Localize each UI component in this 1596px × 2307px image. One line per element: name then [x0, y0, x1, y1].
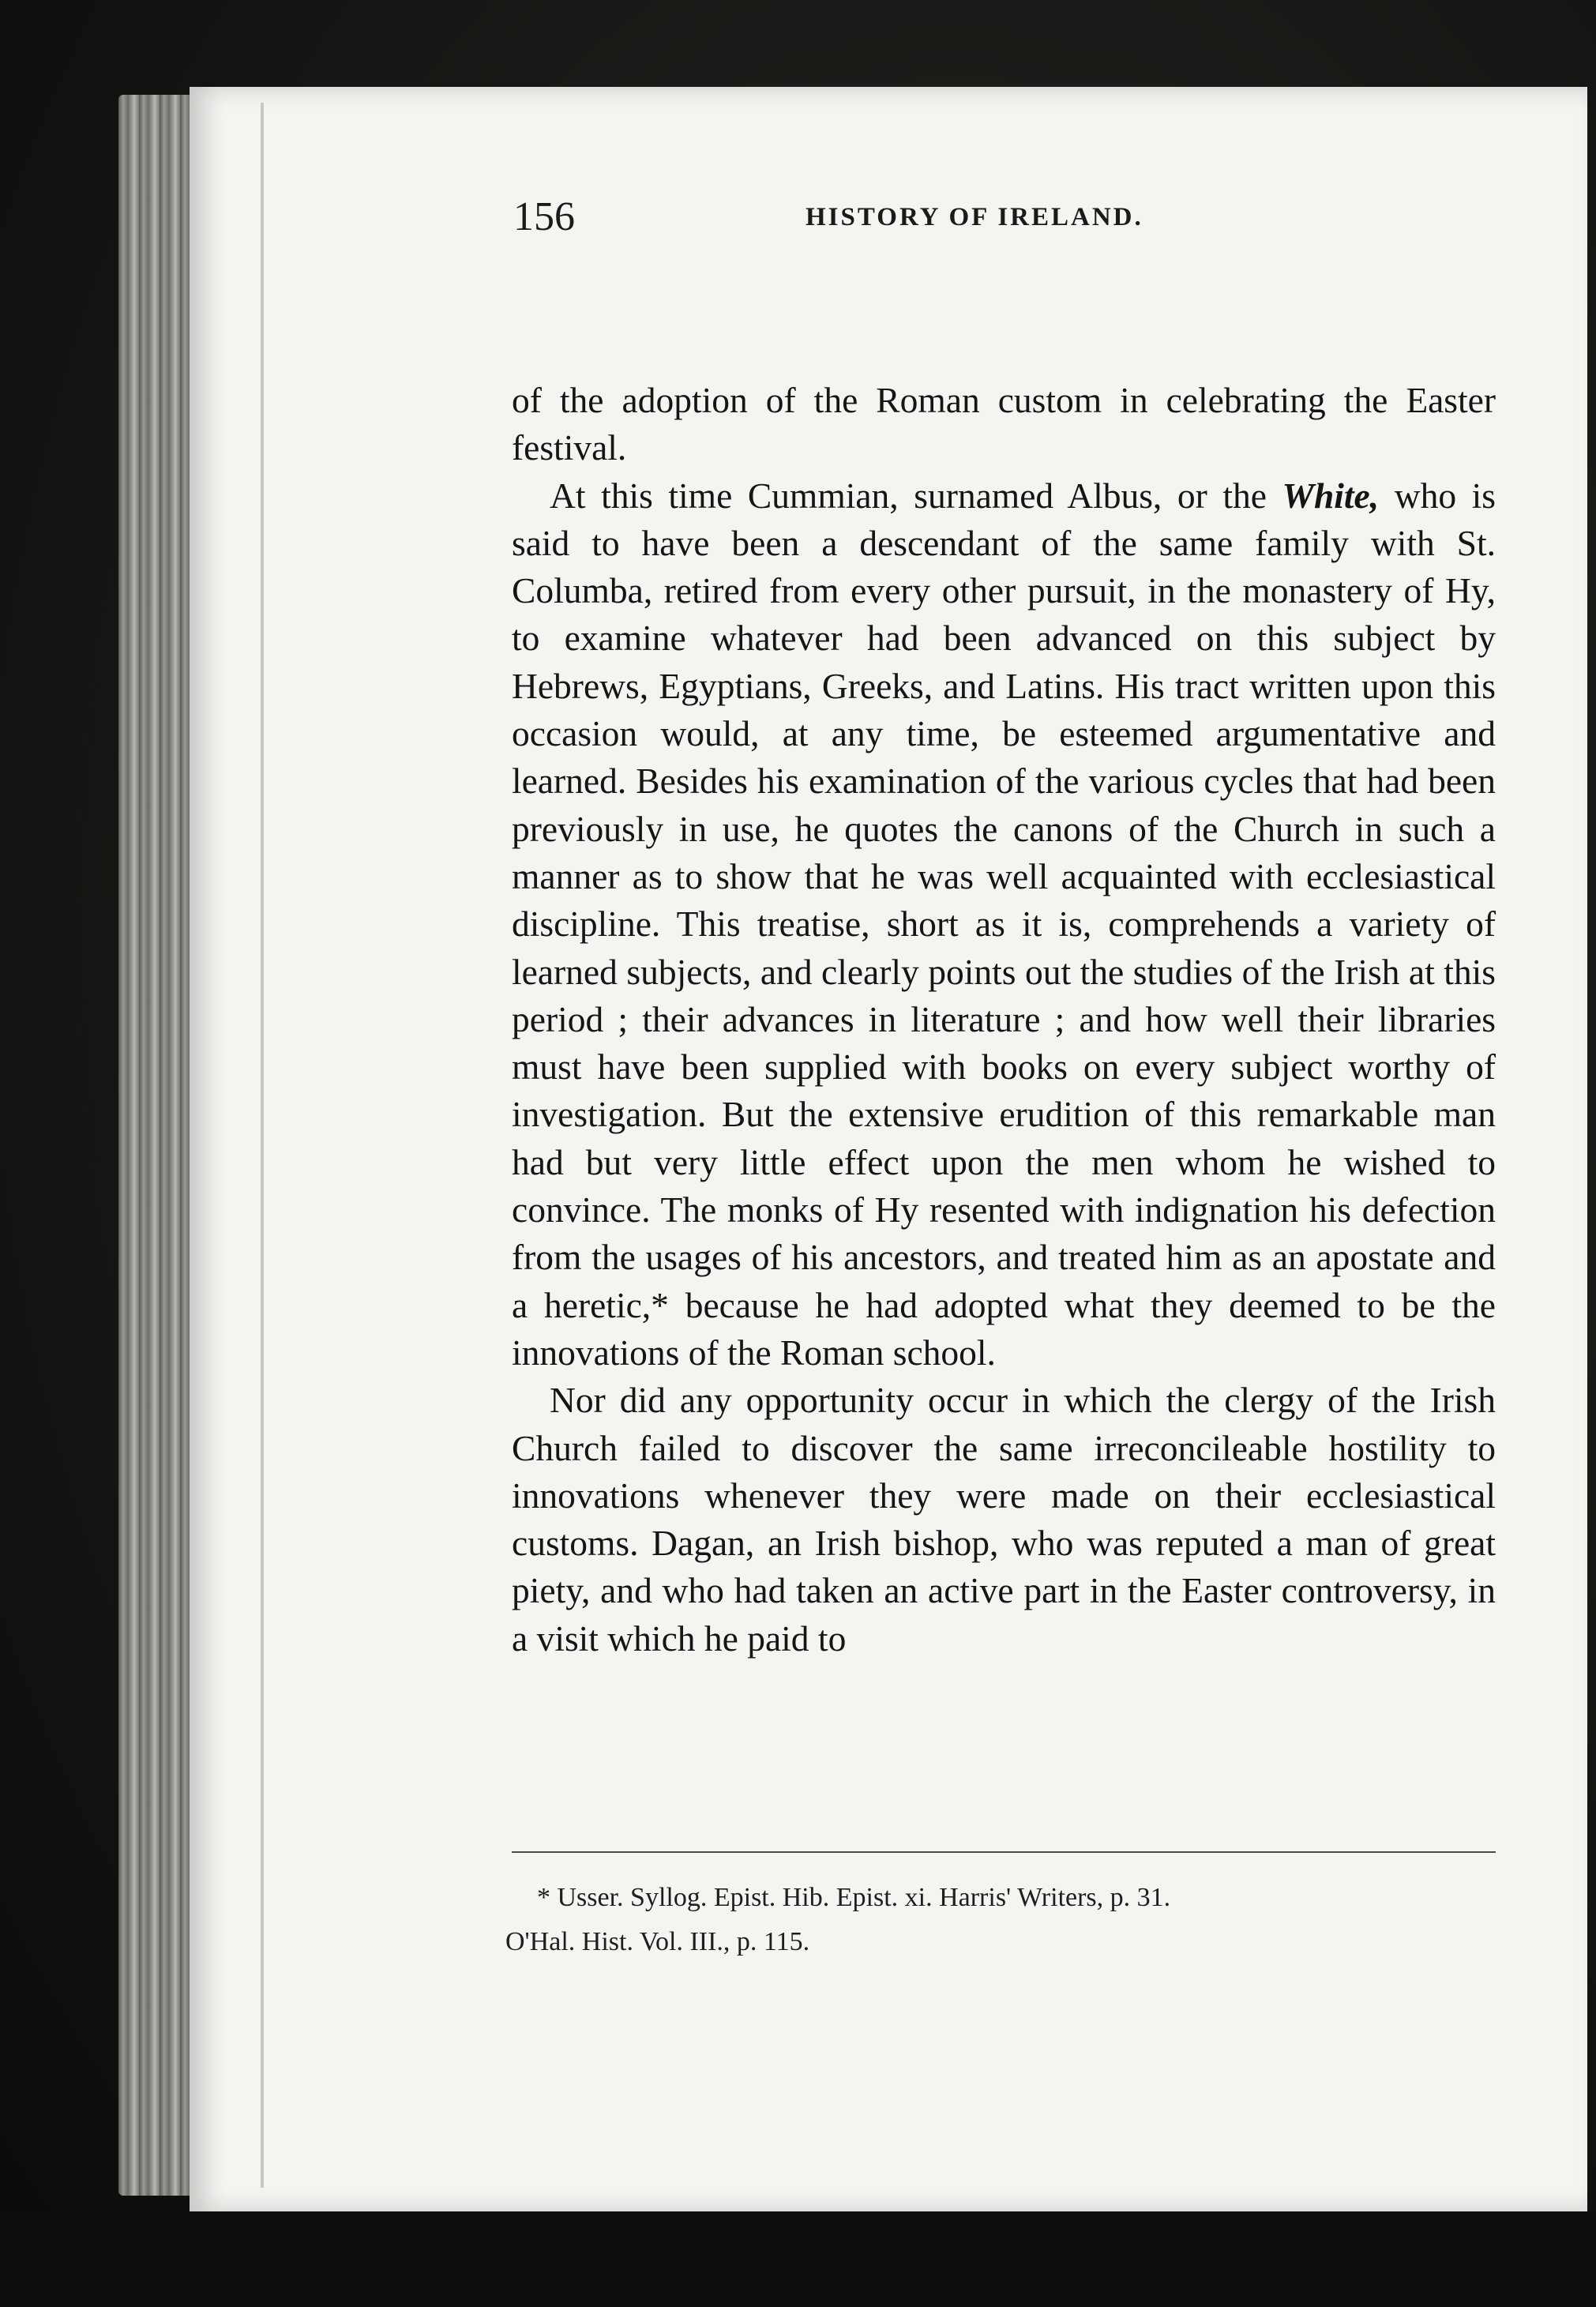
paragraph-2-italic: White,: [1282, 475, 1380, 516]
footnote-line-2: O'Hal. Hist. Vol. III., p. 115.: [505, 1927, 810, 1956]
scan-bottom-margin: [0, 2211, 1596, 2307]
paragraph-1: of the adoption of the Roman custom in celebrating the Easter festival.: [512, 380, 1496, 468]
footnote-rule: [512, 1851, 1496, 1853]
footnote: [505, 1876, 1496, 1964]
running-title: HISTORY OF IRELAND.: [806, 203, 1143, 231]
paragraph-3: Nor did any opportunity occur in which the clergy of the Irish Church failed to discover the same irreconcileable hostility to innovations whenever they were made on their ecclesiastical customs. Dagan, an Irish bishop, who was reputed a man of great piety, and who had taken an active part in the Easter controversy, in a visit which he paid to: [512, 1380, 1496, 1659]
paragraph-2-start: At this time Cummian, surnamed Albus, or the: [550, 475, 1282, 516]
paragraph-2-rest: who is said to have been a descendant of the same family with St. Columba, retired from every other pursuit, in the monastery of Hy, to examine whatever had been advanced on this subject by Hebrews, Egyptians, Greeks, and Latins. His tract written upon this occasion would, at any time, be esteemed argumentative and learned. Besides his examination of the various cycles that had been previously in use, he quotes the canons of the Church in such a manner as to show that he was well acquainted with ecclesiastical discipline. This treatise, short as it is, comprehends a variety of learned subjects, and clearly points out the studies of the Irish at this period ; their advances in literature ; and how well their libraries must have been supplied with books on every subject worthy of investigation. But the extensive erudition of this remarkable man had but very little effect upon the men whom he wished to convince. The monks of Hy resented with indignation his defection from the usages of his ancestors, and treated him as an apostate and a heretic,* because he had adopted what they deemed to be the innovations of the Roman school.: [512, 475, 1496, 1373]
paragraph-2: [512, 472, 1496, 1377]
page-number: 156: [513, 194, 575, 239]
footnote-line-1: * Usser. Syllog. Epist. Hib. Epist. xi. Harris' Writers, p. 31.: [537, 1883, 1171, 1912]
page-header: [324, 194, 1493, 241]
body-text: [512, 377, 1496, 1663]
page-gutter-line: [261, 103, 264, 2188]
